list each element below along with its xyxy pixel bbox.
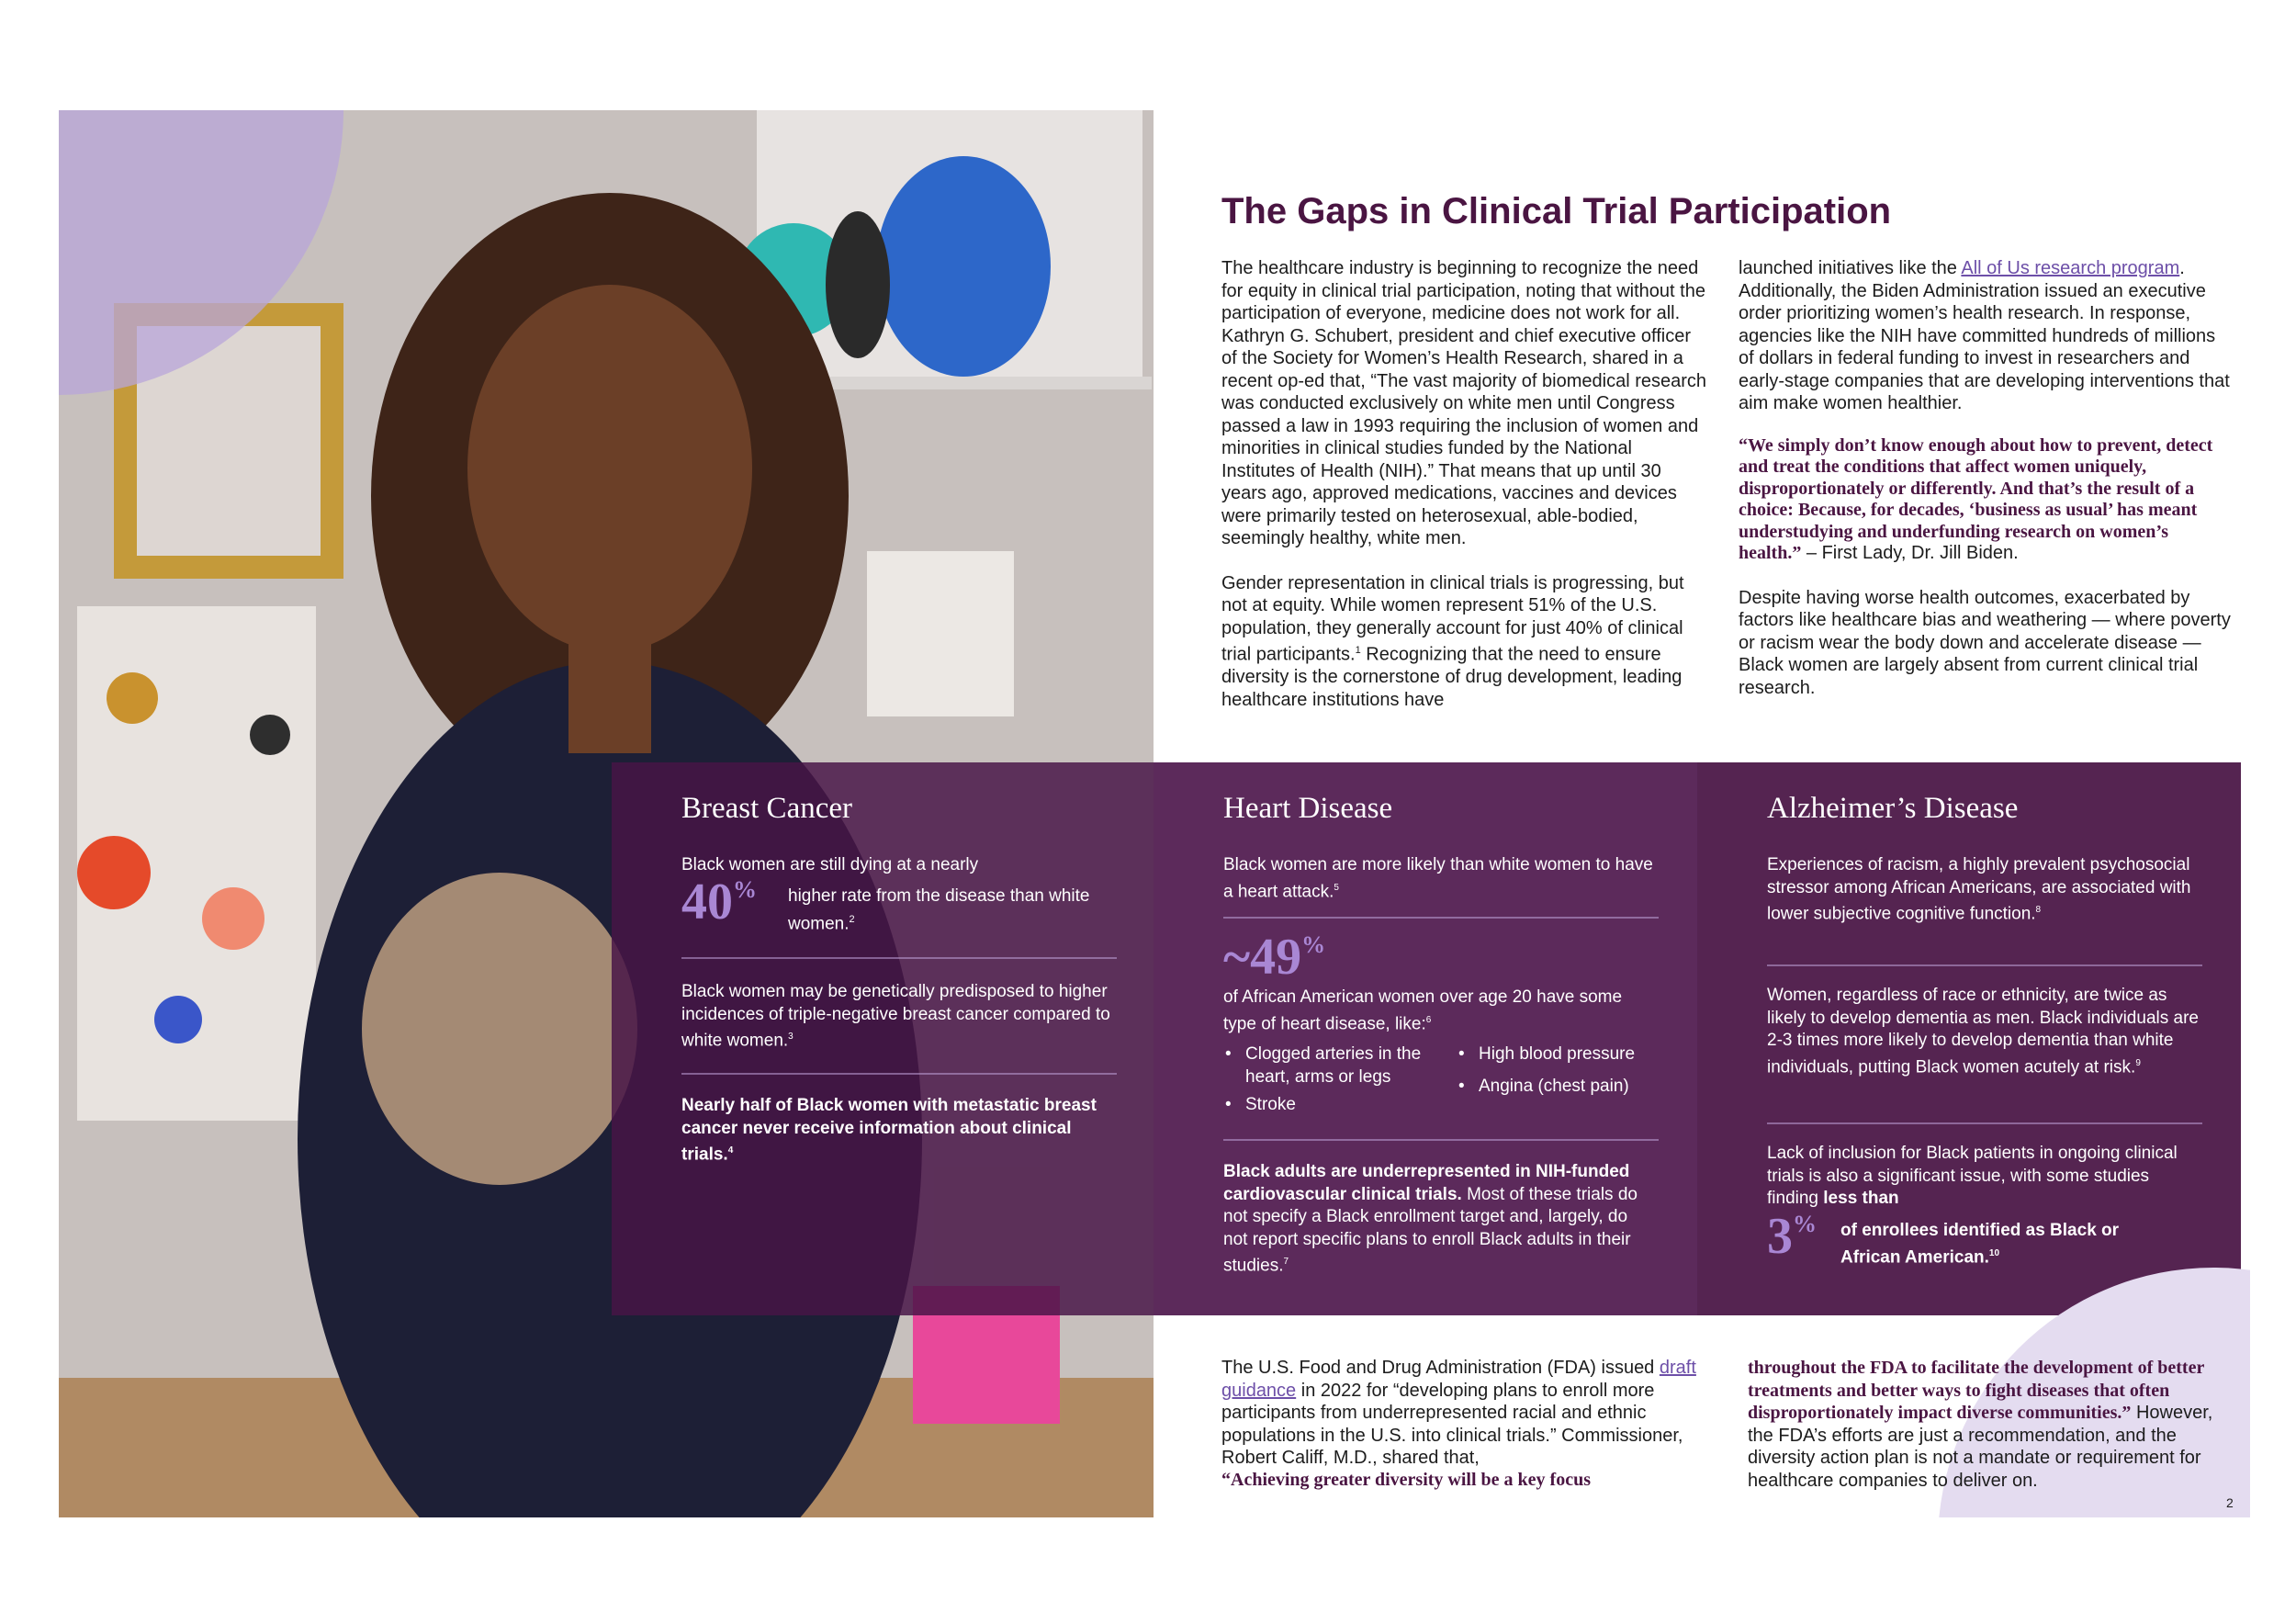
list-item: • Clogged arteries in the heart, arms or legs xyxy=(1223,1043,1444,1088)
alzheimers-heading: Alzheimer’s Disease xyxy=(1767,792,2019,825)
alzheimers-panel xyxy=(1697,762,2241,1315)
breast-lead: Black women are still dying at a nearly xyxy=(681,855,979,874)
fda-column-left xyxy=(1221,1357,1708,1491)
intro-column-right xyxy=(1739,257,2234,699)
heart-stat: ~49% xyxy=(1223,929,1326,986)
breast-cancer-panel xyxy=(612,762,1154,1315)
biden-quote: “We simply don’t know enough about how to prevent, detect and treat the conditions that affect women uniquely, disproportionately or differently. And that’s the result of a choice: Because, for decades, ‘business as usual’ has meant understudying and underfunding research on women’s health.” – First Lady, Dr. Jill Biden. xyxy=(1739,434,2213,563)
divider xyxy=(1767,1122,2202,1124)
divider xyxy=(1223,917,1659,919)
intro-paragraph-2: Gender representation in clinical trials is progressing, but not at equity. While women represent 51% of the U.S. population, they generally account for just 40% of clinical trial participants.$^1$ Recognizing that the need to ensure diversity is the cornerstone of drug development, leading healthcare institutions have xyxy=(1221,572,1684,710)
intro-column-left xyxy=(1221,257,1708,711)
all-of-us-link[interactable]: All of Us research program xyxy=(1961,258,2180,278)
alz-racism-text: Experiences of racism, a highly prevalent psychosocial stressor among African Americans, are associated with lower subjective cognitive function.$^8$ xyxy=(1767,855,2191,924)
breast-genetics-text: Black women may be genetically predisposed to higher incidences of triple-negative breast cancer compared to white women.$^3$ xyxy=(681,982,1110,1051)
califf-quote-start: “Achieving greater diversity will be a key focus xyxy=(1221,1469,1591,1490)
fda-column-right xyxy=(1748,1357,2225,1492)
heart-conditions-list-left xyxy=(1223,1043,1444,1117)
fda-paragraph: The U.S. Food and Drug Administration (FDA) issued draft guidance in 2022 for “developing plans to enroll more participants from underrepresented racial and ethnic populations in the U.S. into clinical trials.” Commissioner, Robert Califf, M.D., shared that, xyxy=(1221,1358,1696,1468)
alz-inclusion-text: Lack of inclusion for Black patients in ongoing clinical trials is also a significant issue, with some studies finding less than xyxy=(1767,1144,2178,1208)
list-item: • High blood pressure xyxy=(1457,1043,1668,1066)
fda-paragraph-continued: throughout the FDA to facilitate the development of better treatments and better ways to fight diseases that often disproportionately impact diverse communities.” However, the FDA’s efforts are just a recommendation, and the diversity action plan is not a mandate or requirement for healthcare companies to deliver on. xyxy=(1748,1358,2213,1491)
page-number: 2 xyxy=(2226,1495,2234,1510)
divider xyxy=(681,957,1117,959)
initiatives-paragraph: launched initiatives like the All of Us research program. Additionally, the Biden Administration issued an executive order prioritizing women’s health research. In response, agencies like the NIH have committed hundreds of millions of dollars in federal funding to invest in researchers and early-stage companies that are developing interventions that aim make women healthier. xyxy=(1739,258,2230,413)
draft-guidance-link[interactable]: draft guidance xyxy=(1221,1358,1696,1401)
divider xyxy=(1223,1139,1659,1141)
heart-lead: Black women are more likely than white women to have a heart attack.$^5$ xyxy=(1223,855,1653,901)
alz-stat: 3% xyxy=(1767,1208,1817,1265)
divider xyxy=(681,1073,1117,1075)
heart-trials-text: Black adults are underrepresented in NIH-funded cardiovascular clinical trials. Most of these trials do not specify a Black enrollment target and, largely, do not report specific plans to enroll Black adults in their studies.$^7$ xyxy=(1223,1162,1638,1276)
heart-disease-heading: Heart Disease xyxy=(1223,792,1393,825)
heart-disease-panel xyxy=(1154,762,1697,1315)
alz-dementia-text: Women, regardless of race or ethnicity, are twice as likely to develop dementia as men. Black individuals are 2-3 times more likely to develop dementia than white individuals, putting Black women acutely at risk.$^9$ xyxy=(1767,986,2199,1077)
list-item: • Stroke xyxy=(1223,1094,1444,1117)
breast-stat: 40% xyxy=(681,874,757,930)
page-title: The Gaps in Clinical Trial Participation xyxy=(1221,191,1892,231)
divider xyxy=(1767,964,2202,966)
heart-stat-text: of African American women over age 20 have some type of heart disease, like:$^6$ xyxy=(1223,987,1623,1033)
breast-cancer-heading: Breast Cancer xyxy=(681,792,852,825)
breast-stat-text: higher rate from the disease than white women.$^2$ xyxy=(788,886,1090,933)
outcomes-paragraph: Despite having worse health outcomes, exacerbated by factors like healthcare bias and weathering — where poverty or racism wear the body down and accelerate disease — Black women are largely absent from current clinical trial research. xyxy=(1739,587,2231,698)
heart-conditions-list-right xyxy=(1457,1043,1668,1098)
breast-trials-text: Nearly half of Black women with metastatic breast cancer never receive information about clinical trials.$^4$ xyxy=(681,1096,1097,1165)
list-item: • Angina (chest pain) xyxy=(1457,1076,1668,1099)
intro-paragraph-1: The healthcare industry is beginning to recognize the need for equity in clinical trial participation, noting that without the participation of everyone, medicine does not work for all. Kathryn G. Schubert, president and chief executive officer of the Society for Women’s Health Research, shared in a recent op-ed that, “The vast majority of biomedical research was conducted exclusively on white men until Congress passed a law in 1993 requiring the inclusion of women and minorities in clinical studies funded by the National Institutes of Health (NIH).” That means that up until 30 years ago, approved medications, vaccines and devices were primarily tested on heterosexual, able-bodied, seemingly healthy, white men. xyxy=(1221,258,1707,548)
alz-stat-text: of enrollees identified as Black or African American.$^{10}$ xyxy=(1840,1221,2120,1267)
